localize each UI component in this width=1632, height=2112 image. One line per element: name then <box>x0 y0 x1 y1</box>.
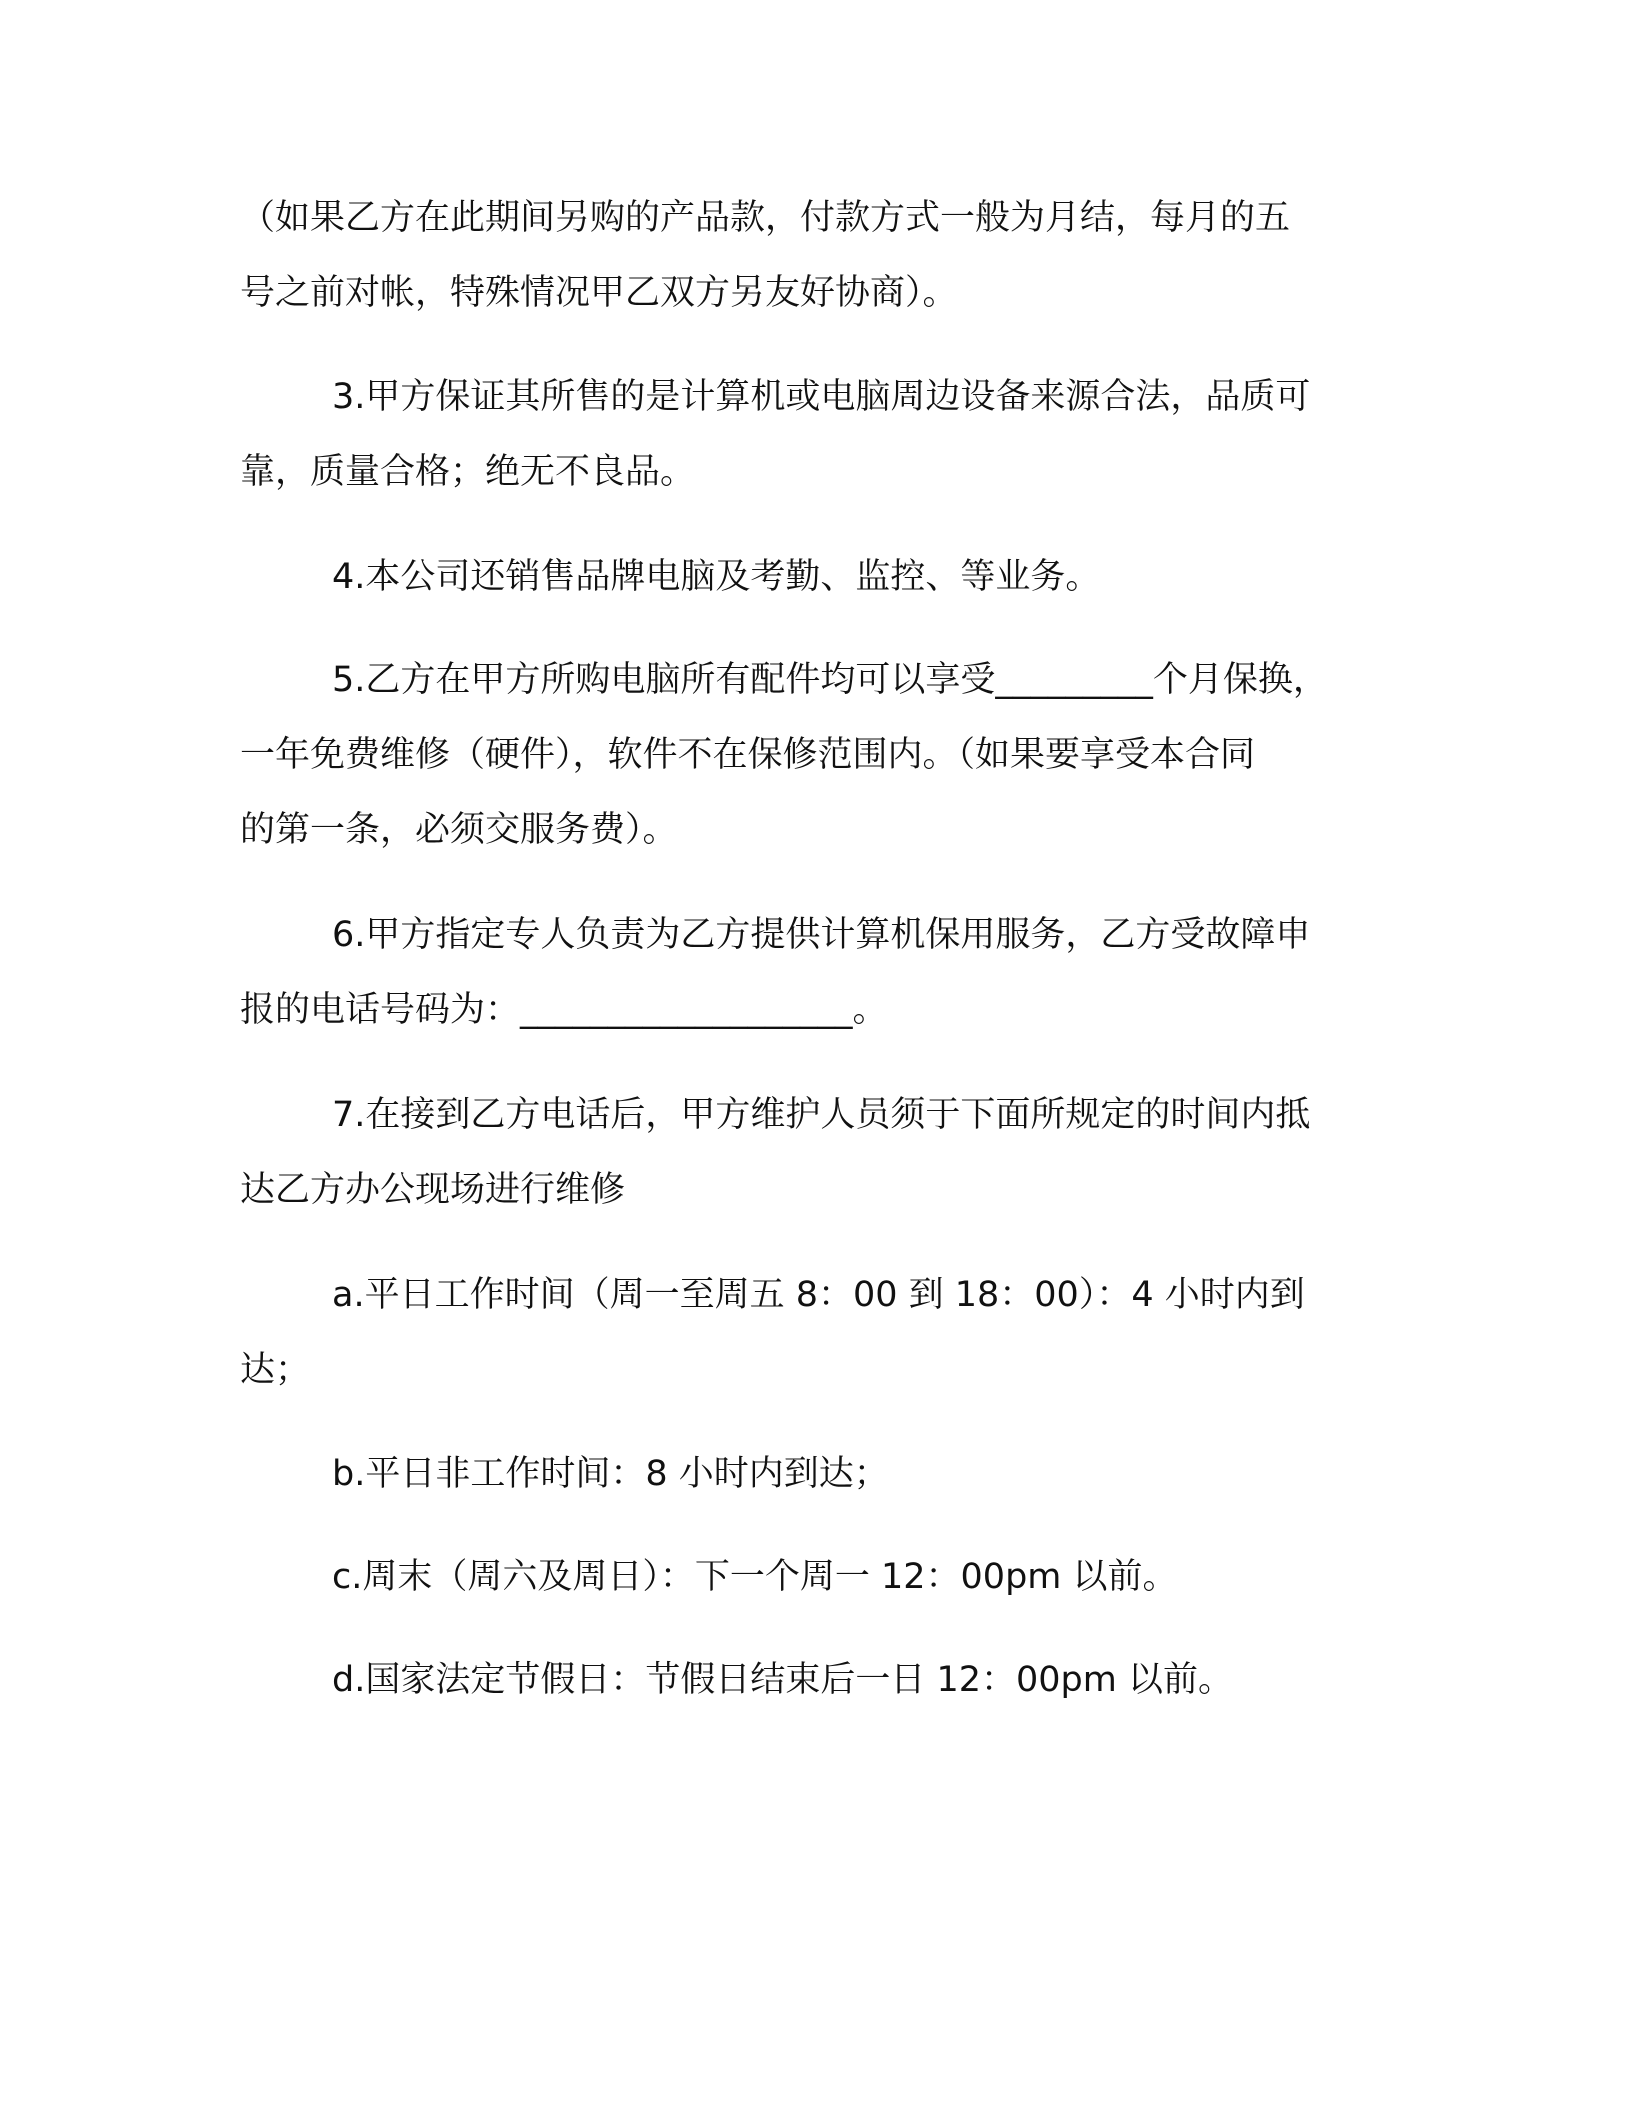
clause-4-line: 4.本公司还销售品牌电脑及考勤、监控、等业务。 <box>332 557 1101 597</box>
paragraph-line: 号之前对帐，特殊情况甲乙双方另友好协商）。 <box>240 273 958 313</box>
clause-5-line: 一年免费维修（硬件），软件不在保修范围内。（如果要享受本合同 <box>240 735 1256 775</box>
clause-7b-line: b.平日非工作时间：8 小时内到达； <box>332 1454 889 1494</box>
clause-7c-line: c.周末（周六及周日）：下一个周一 12：00pm 以前。 <box>332 1557 1178 1597</box>
clause-5-line: 的第一条，必须交服务费）。 <box>240 810 678 850</box>
clause-7a-line: a.平日工作时间（周一至周五 8：00 到 18：00）：4 小时内到 <box>332 1275 1305 1315</box>
clause-7d-line: d.国家法定节假日：节假日结束后一日 12：00pm 以前。 <box>332 1660 1233 1700</box>
clause-7a-line: 达； <box>240 1350 311 1390</box>
clause-7-line: 7.在接到乙方电话后，甲方维护人员须于下面所规定的时间内抵 <box>332 1095 1311 1135</box>
clause-6-line: 6.甲方指定专人负责为乙方提供计算机保用服务，乙方受故障申 <box>332 915 1311 955</box>
clause-5-line: 5.乙方在甲方所购电脑所有配件均可以享受_________个月保换， <box>332 660 1328 700</box>
clause-3-line: 3.甲方保证其所售的是计算机或电脑周边设备来源合法，品质可 <box>332 377 1311 417</box>
clause-3-line: 靠，质量合格；绝无不良品。 <box>240 452 696 492</box>
clause-6-line: 报的电话号码为：___________________。 <box>240 990 888 1030</box>
clause-7-line: 达乙方办公现场进行维修 <box>240 1170 626 1210</box>
paragraph-line: （如果乙方在此期间另购的产品款，付款方式一般为月结，每月的五 <box>240 198 1291 238</box>
